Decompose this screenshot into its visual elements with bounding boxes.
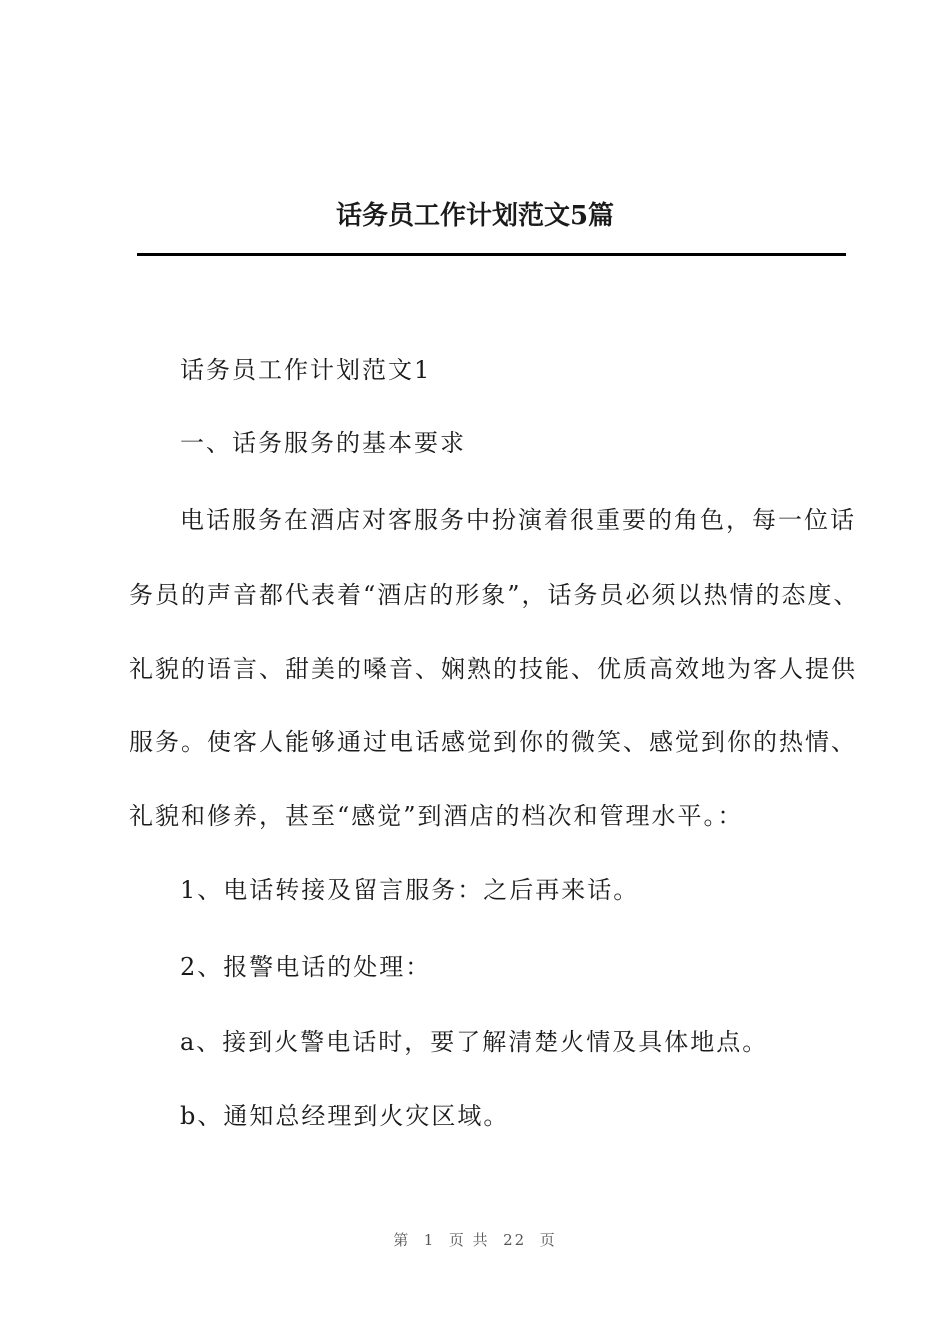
paragraph-line: 礼貌和修养，甚至“感觉”到酒店的档次和管理水平。： xyxy=(129,802,744,830)
list-item: a、接到火警电话时，要了解清楚火情及具体地点。 xyxy=(180,1028,769,1056)
list-item: b、通知总经理到火灾区域。 xyxy=(180,1102,510,1130)
page-number-footer: 第 1 页 共 22 页 xyxy=(393,1231,557,1249)
section-heading: 话务员工作计划范文1 xyxy=(180,356,432,384)
paragraph-line: 电话服务在酒店对客服务中扮演着很重要的角色，每一位话 xyxy=(180,506,856,534)
list-item: 2、报警电话的处理： xyxy=(180,953,432,981)
document-title: 话务员工作计划范文5篇 xyxy=(335,201,615,231)
list-item: 1、电话转接及留言服务：之后再来话。 xyxy=(180,876,640,904)
title-underline xyxy=(137,253,846,256)
subsection-heading: 一、话务服务的基本要求 xyxy=(180,429,466,457)
paragraph-line: 服务。使客人能够通过电话感觉到你的微笑、感觉到你的热情、 xyxy=(129,728,857,756)
paragraph-line: 务员的声音都代表着“酒店的形象”，话务员必须以热情的态度、 xyxy=(129,581,860,609)
paragraph-line: 礼貌的语言、甜美的嗓音、娴熟的技能、优质高效地为客人提供 xyxy=(129,655,857,683)
